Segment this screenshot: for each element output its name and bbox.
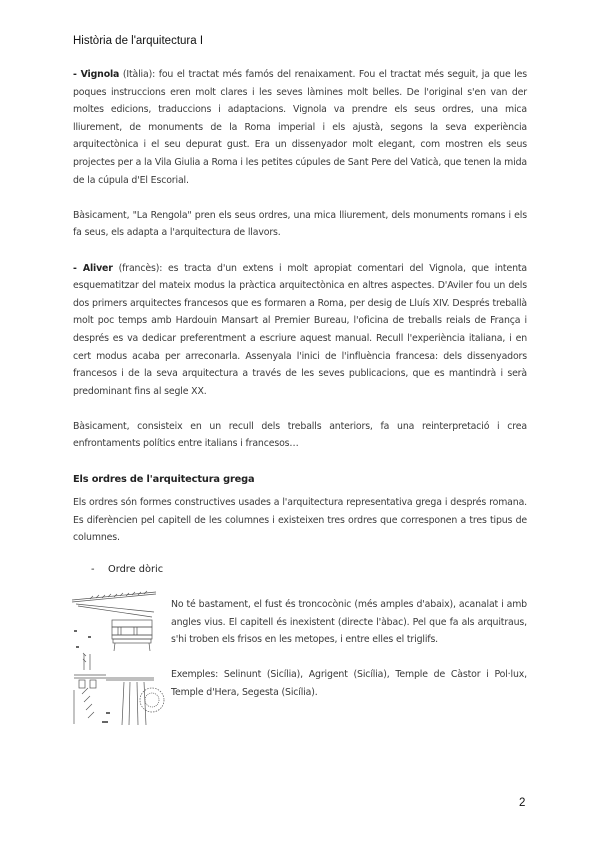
paragraph-summary: Bàsicament, consisteix en un recull dels treballs anteriors, fa una reinterpretació i crea enfrontaments polítics entre italians i francesos… xyxy=(73,420,527,450)
treatise-name-aviler: - Aliver xyxy=(73,262,113,274)
section-heading: Els ordres de l'arquitectura grega xyxy=(73,473,255,485)
doric-order-illustration xyxy=(66,590,166,730)
page-number: 2 xyxy=(519,797,526,809)
doric-examples: Exemples: Selinunt (Sicília), Agrigent (Sicília), Temple de Càstor i Pol·lux, Temple d'Hera, Segesta (Sicília). xyxy=(171,669,527,698)
treatise-name-vignola: - Vignola xyxy=(73,69,120,80)
paragraph-rengola: Bàsicament, "La Rengola" pren els seus ordres, una mica lliurement, dels monuments romans i els fa seus, els adapta a l'arquitectura de llavors. xyxy=(73,209,527,239)
paragraph-vignola-text: (Itàlia): fou el tractat més famós del renaixament. Fou el tractat més seguit, ja que les poques instruccions eren molt clares i les seves làmines molt belles. De l'original s'en van der moltes edicions, traduccions i adaptacions. Vignola va prendre els seus ordres, una mica lliurement, de monuments de la Roma imperial i els ajustà, segons la seva experiència arquitectònica i el seu depurat gust. Era un dissenyador molt elegant, com mostren els seus projectes per a la Vila Giulia a Roma i les petites cúpules de Sant Pere del Vaticà, que tenen la mida de la cúpula d'El Escorial. xyxy=(73,69,527,186)
paragraph-vignola xyxy=(73,66,527,189)
doric-order-title: Ordre dòric xyxy=(108,564,164,575)
doric-order-drawing xyxy=(66,590,166,730)
paragraph-aviler-text: (francès): es tracta d'un extens i molt apropiat comentari del Vignola, que intenta esquematitzar del mateix modus la pràctica arquitectònica en altres aspectes. D'Aviler fou un dels dos primers arquitectes francesos que es formaren a Roma, per desig de Lluís XIV. Després treballà molt poc temps amb Hardouin Mansart al Premier Bureau, l'oficina de treballs reials de França i després es va dedicar preferentment a escriure aquest manual. Recull l'experiència italiana, i en cert modus acaba per arreconarla. Assenyala l'inici de l'influència francesa: dels dissenyadors francesos i de la seva arquitectura a través de les seves publicacions, que es mantindrà i serà predominant fins al segle XX. xyxy=(73,262,527,397)
document-body xyxy=(73,66,527,565)
paragraph-aviler xyxy=(73,260,527,401)
doric-order-bullet xyxy=(91,564,163,575)
section-intro: Els ordres són formes constructives usades a l'arquitectura representativa grega i després romana. Es diferèncien pel capitell de les columnes i existeixen tres ordres que corresponen a tres tipus de columnes. xyxy=(73,497,527,544)
doric-order-text xyxy=(171,596,527,719)
page-header: Història de l'arquitectura I xyxy=(73,35,204,47)
doric-description: No té bastament, el fust és troncocònic (més amples d'abaix), acanalat i amb angles vius. El capitell és inexistent (directe l'àbac). Pel que fa als arquitraus, s'hi troben els frisos en les metopes, i entre elles el triglifs. xyxy=(171,599,527,646)
bullet-dash: - xyxy=(91,564,95,575)
